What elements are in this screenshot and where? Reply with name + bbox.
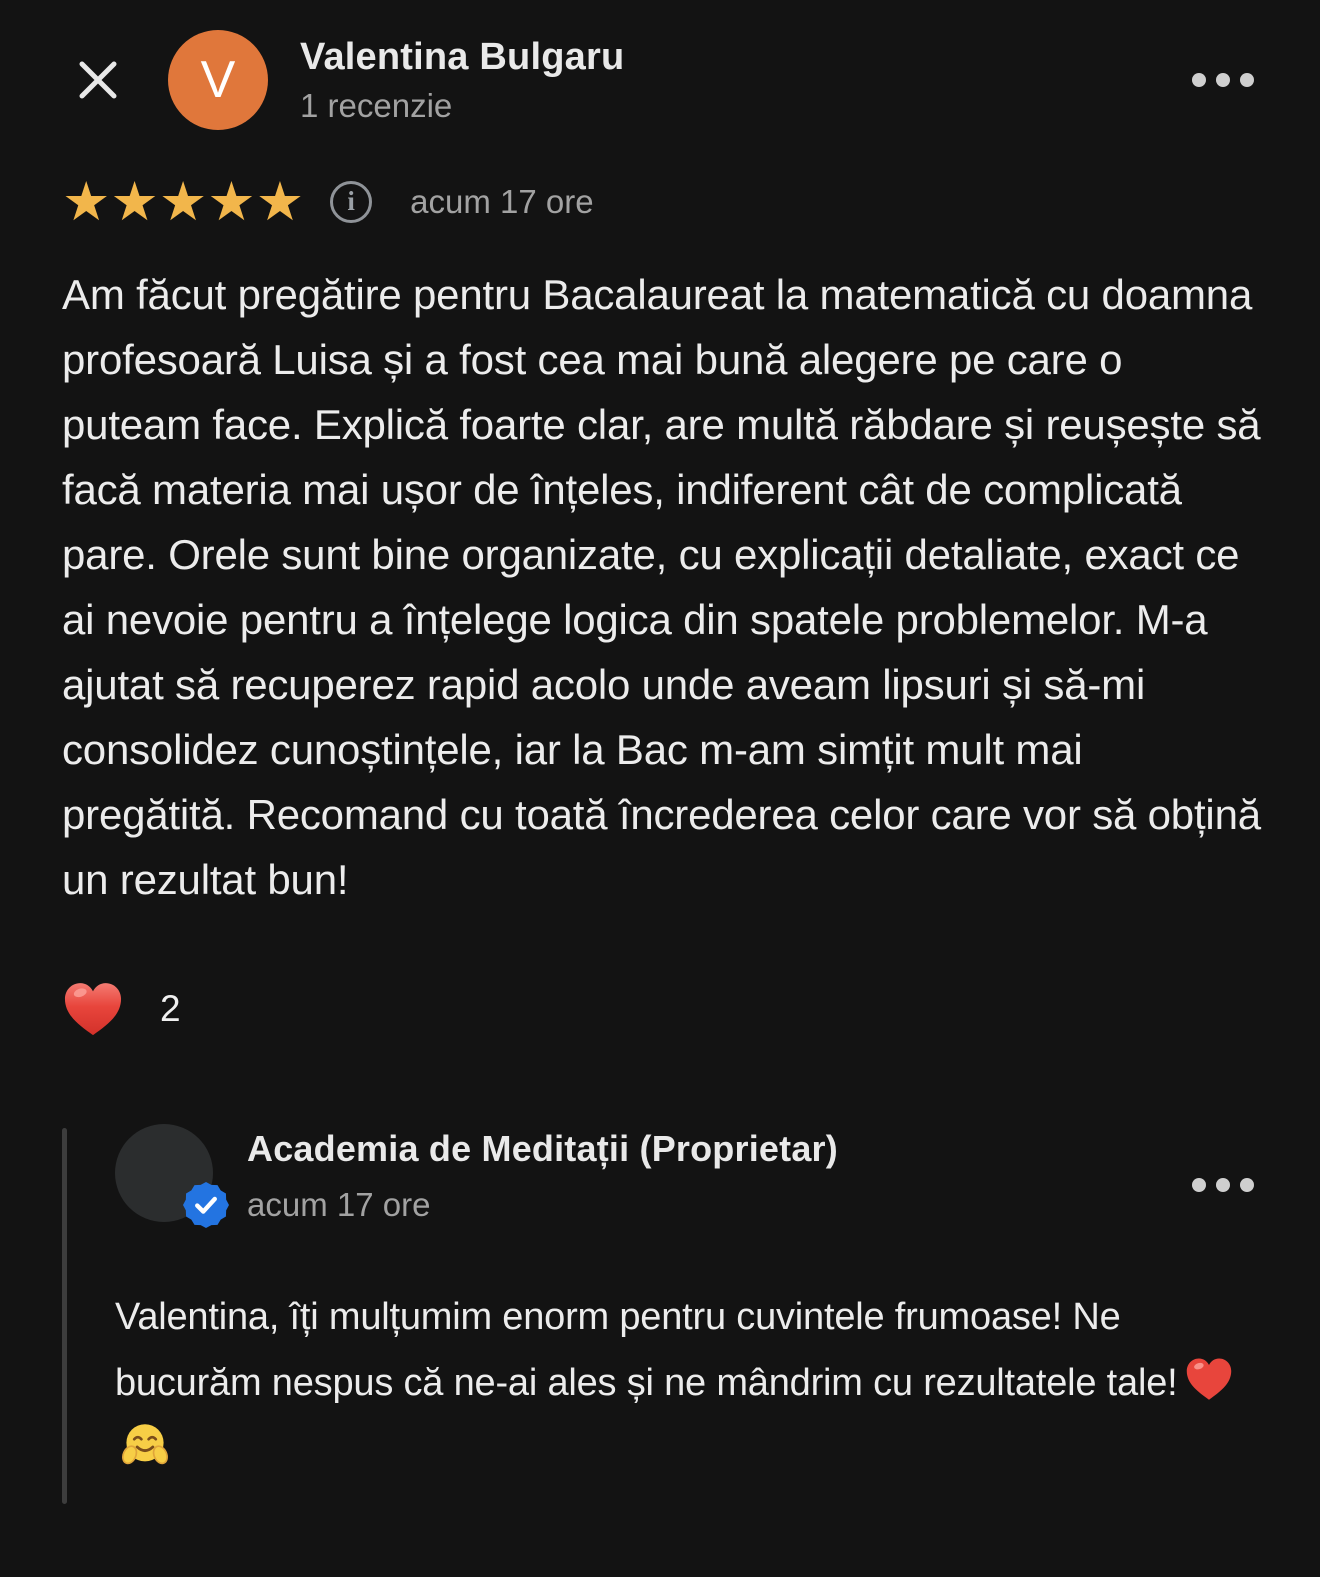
star-icon: ★ <box>110 172 157 232</box>
star-icon: ★ <box>158 172 206 232</box>
star-icon: ★ <box>62 172 109 232</box>
star-icon: ★ <box>255 172 303 232</box>
reaction-count: 2 <box>160 988 181 1029</box>
reviewer-avatar[interactable] <box>168 30 268 130</box>
reply-overflow-menu-button[interactable] <box>1188 1164 1258 1206</box>
owner-name: Academia de Meditații (Proprietar) <box>247 1128 838 1169</box>
heart-emoji-icon <box>1184 1356 1234 1402</box>
reviewer-name: Valentina Bulgaru <box>300 35 625 78</box>
owner-reply-timestamp: acum 17 ore <box>247 1186 431 1223</box>
heart-emoji-icon <box>62 980 124 1038</box>
owner-reply-header <box>115 1124 1258 1224</box>
reaction-chip[interactable] <box>62 980 181 1038</box>
review-overflow-menu-button[interactable] <box>1188 59 1258 101</box>
review-text: Am făcut pregătire pentru Bacalaureat la matematică cu doamna profesoară Luisa și a fost cea mai bună alegere pe care o puteam face. Explică foarte clar, are multă răbdare și reușește să facă materia mai ușor de înțeles, indiferent cât de complicată pare. Orele sunt bine organizate, cu explicații detaliate, exact ce ai nevoie pentru a înțelege logica din spatele problemelor. M-a ajutat să recuperez rapid acolo unde aveam lipsuri și să-mi consolidez cunoștințele, iar la Bac m-am simțit mult mai pregătită. Recomand cu toată încrederea celor care vor să obțină un rezultat bun! <box>62 271 1261 903</box>
more-options-icon <box>1192 73 1254 87</box>
close-button[interactable] <box>66 48 130 112</box>
reviewer-identity <box>300 36 1188 125</box>
star-icon: ★ <box>207 172 254 232</box>
owner-identity <box>247 1124 1188 1224</box>
info-icon: i <box>347 185 355 216</box>
more-options-icon <box>1192 1178 1254 1192</box>
owner-reply-text: Valentina, îți mulțumim enorm pentru cuvintele frumoase! Ne bucurăm nespus că ne-ai ales și ne mândrim cu rezultatele tale! <box>115 1284 1265 1482</box>
reviewer-review-count: 1 recenzie <box>300 86 453 124</box>
hugging-face-emoji-icon <box>121 1420 169 1468</box>
review-info-button[interactable] <box>330 181 372 223</box>
reply-thread-line <box>62 1128 67 1504</box>
close-icon <box>76 58 120 102</box>
owner-avatar[interactable] <box>115 1124 213 1222</box>
owner-reply <box>62 1124 1258 1482</box>
star-rating <box>62 172 304 232</box>
rating-row <box>62 172 1258 232</box>
avatar-initial: V <box>200 51 236 109</box>
review-timestamp: acum 17 ore <box>410 183 594 220</box>
review-header <box>62 28 1258 132</box>
verified-badge-icon <box>183 1182 229 1228</box>
